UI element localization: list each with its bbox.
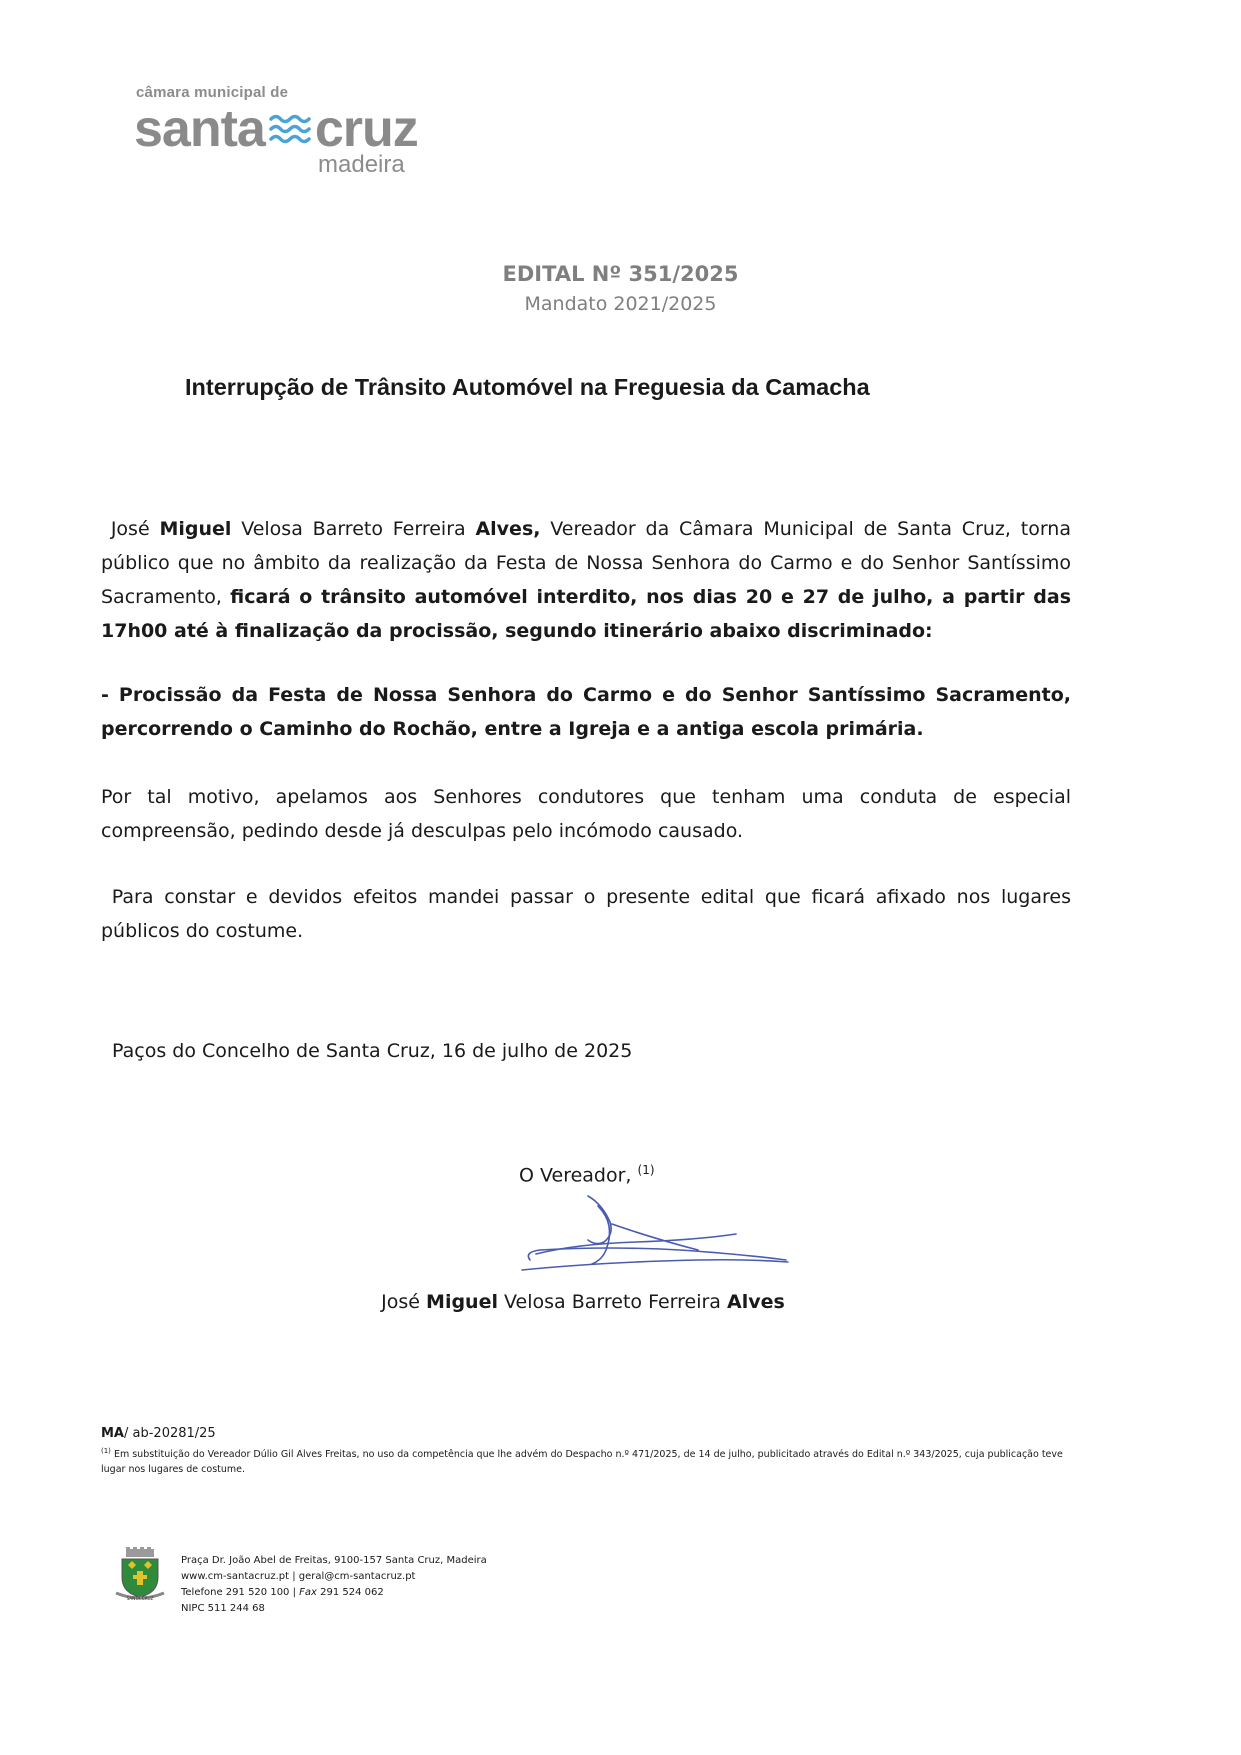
logo-region: madeira [318, 151, 405, 178]
footer-nipc: NIPC 511 244 68 [181, 1603, 265, 1614]
handwritten-signature [516, 1190, 796, 1276]
footer-fax-number: 291 524 062 [316, 1587, 384, 1598]
footer-web-email: www.cm-santacruz.pt | geral@cm-santacruz.pt [181, 1571, 416, 1582]
paragraph-appeal: Por tal motivo, apelamos aos Senhores condutores que tenham uma conduta de especial compreensão, pedindo desde já desculpas pelo incómodo causado. [101, 786, 1071, 842]
p1-bold-2: Alves, [475, 518, 541, 540]
footer-address: Praça Dr. João Abel de Freitas, 9100-157 Santa Cruz, Madeira [181, 1555, 487, 1566]
p1-bold-1: Miguel [159, 518, 232, 540]
edital-title: EDITAL Nº 351/2025 [502, 262, 739, 286]
p1-text-2: Velosa Barreto Ferreira [231, 518, 476, 540]
signer-name-bold-1: Miguel [426, 1291, 498, 1313]
crest-label: SANTA CRUZ [126, 1596, 154, 1601]
logo-name-left: santa [134, 100, 265, 158]
reference-code: / ab-20281/25 [124, 1426, 216, 1441]
edital-subject: Interrupção de Trânsito Automóvel na Freguesia da Camacha [185, 374, 870, 400]
reference-initials: MA [101, 1426, 124, 1441]
signer-footnote-mark: (1) [637, 1163, 655, 1177]
footer-phone: Telefone 291 520 100 | [181, 1587, 300, 1598]
place-date: Paços do Concelho de Santa Cruz, 16 de julho de 2025 [112, 1040, 633, 1062]
waves-icon [268, 112, 312, 146]
p1-text-1: José [110, 518, 160, 540]
paragraph-posting [101, 880, 1071, 948]
document-reference [101, 1426, 216, 1441]
footer-phone-fax [181, 1585, 487, 1601]
footer-fax-label: Fax [299, 1587, 317, 1598]
coat-of-arms-icon [114, 1547, 166, 1603]
footnote [101, 1444, 1081, 1477]
signer-title-text: O Vereador, [519, 1164, 632, 1187]
p4-text: Para constar e devidos efeitos mandei passar o presente edital que ficará afixado nos lugares públicos do costume. [101, 886, 1071, 942]
footnote-text: Em substituição do Vereador Dúlio Gil Alves Freitas, no uso da competência que lhe advém do Despacho n.º 471/2025, de 14 de julho, publicitado através do Edital n.º 343/2025, cuja publicação teve lugar nos lugares de costume. [101, 1449, 1063, 1476]
signer-name-1: José [381, 1291, 427, 1313]
p1-bold-3: ficará o trânsito automóvel interdito, nos dias 20 e 27 de julho, a partir das 17h00 até à finalização da procissão, segundo itinerário abaixo discriminado: [101, 586, 1071, 642]
paragraph-announcement [101, 512, 1071, 648]
paragraph-itinerary: - Procissão da Festa de Nossa Senhora do Carmo e do Senhor Santíssimo Sacramento, percorrendo o Caminho do Rochão, entre a Igreja e a antiga escola primária. [101, 684, 1071, 740]
footnote-mark: (1) [101, 1447, 111, 1455]
p1-text-3: Vereador da Câmara Municipal de Santa Cruz, torna público que no âmbito da realização da Festa de Nossa Senhora do Carmo e do Senhor Santíssimo Sacramento, [101, 518, 1071, 608]
footer-contacts [181, 1553, 487, 1617]
signer-name [0, 1291, 1166, 1313]
signer-name-2: Velosa Barreto Ferreira [497, 1291, 727, 1313]
edital-mandate: Mandato 2021/2025 [524, 293, 717, 315]
signer-title [519, 1163, 655, 1186]
logo-name-right: cruz [314, 100, 418, 158]
signer-name-bold-2: Alves [727, 1291, 785, 1313]
logo-top-text: câmara municipal de [136, 84, 289, 101]
